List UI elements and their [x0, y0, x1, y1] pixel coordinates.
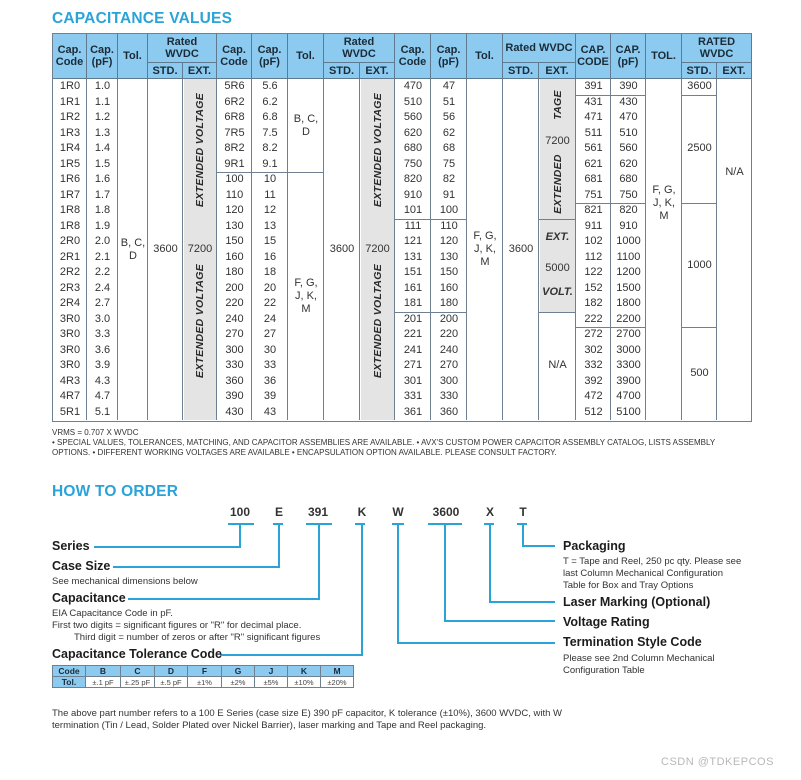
cap-value-cell: 1.1	[94, 95, 111, 108]
cap-code-cell: 300	[225, 343, 244, 356]
part-packaging-code: T	[519, 505, 527, 519]
cap-value-cell: 3.3	[94, 328, 111, 340]
ext-label: EXT.	[545, 230, 570, 243]
cap-code-cell: 1R8	[59, 219, 81, 232]
cap-code-cell: 6R2	[224, 95, 245, 108]
header-std: STD.	[148, 63, 183, 79]
cap-code-cell: 1R3	[59, 126, 81, 139]
cap-code-cell: 220	[225, 297, 244, 309]
header-rated-wvdc: Rated WVDC	[148, 34, 217, 63]
packaging-desc-1: T = Tape and Reel, 250 pc qty. Please see	[563, 556, 742, 567]
capacitance-desc-1: EIA Capacitance Code in pF.	[52, 608, 173, 619]
part-capacitance-code: 391	[307, 505, 329, 519]
cap-value-cell: 3.0	[94, 312, 111, 325]
termination-desc-1: Please see 2nd Column Mechanical	[563, 653, 715, 664]
cap-code-cell: 6R8	[224, 111, 245, 123]
part-series-code: 100	[229, 505, 251, 519]
cap-code-cell: 1R2	[59, 111, 81, 123]
cap-code-cell: 221	[403, 328, 423, 340]
header-cap-pf: Cap. (pF)	[252, 34, 288, 79]
part-termination-code: W	[392, 505, 404, 519]
cap-value-cell: 5.1	[94, 405, 111, 418]
cap-code-cell: 1R0	[59, 80, 81, 92]
header-rated-wvdc: Rated WVDC	[503, 34, 576, 63]
row-divider	[395, 312, 467, 313]
cap-code-cell: 430	[225, 405, 244, 418]
ext-voltage-cell: 7200	[365, 243, 390, 255]
header-ext: EXT.	[183, 63, 217, 79]
cap-code-cell: 4R7	[59, 390, 81, 402]
cap-value-cell: 360	[439, 405, 459, 418]
cap-code-cell: 1R8	[59, 204, 81, 216]
cap-value-cell: 120	[439, 235, 459, 247]
part-laser-code: X	[485, 505, 494, 519]
cap-code-cell: 112	[584, 250, 603, 263]
cap-value-cell: 36	[263, 374, 277, 387]
cap-value-cell: 750	[619, 188, 638, 201]
cap-code-cell: 122	[584, 266, 603, 278]
cap-code-cell: 161	[403, 281, 423, 294]
part-voltage-code: 3600	[432, 505, 460, 519]
row-divider	[576, 203, 646, 204]
capacitance-values-title: CAPACITANCE VALUES	[52, 10, 233, 27]
tolerance-code-cell: D	[155, 666, 188, 677]
cap-value-cell: 510	[619, 126, 638, 139]
tolerance-cell-bcd: B, C, D	[293, 112, 319, 138]
cap-value-cell: 16	[263, 250, 277, 263]
std-voltage-cell: 3600	[153, 243, 178, 255]
cap-value-cell: 1.7	[94, 188, 111, 201]
cap-value-cell: 2.7	[94, 297, 111, 309]
std-voltage-500: 500	[690, 367, 709, 379]
cap-value-cell: 4.3	[94, 374, 111, 387]
cap-value-cell: 27	[263, 328, 277, 340]
cap-code-cell: 1R4	[59, 142, 81, 154]
cap-value-cell: 56	[442, 111, 456, 123]
cap-value-cell: 2200	[616, 312, 641, 325]
cap-code-cell: 3R0	[59, 343, 81, 356]
cap-code-cell: 390	[225, 390, 244, 402]
cap-value-cell: 200	[439, 312, 459, 325]
ext-voltage-cell: 7200	[545, 134, 570, 147]
summary-line-1: The above part number refers to a 100 E Series (case size E) 390 pF capacitor, K tolerance (±10%), 3600 WVDC, with W	[52, 708, 562, 719]
cap-value-cell: 1.6	[94, 173, 111, 185]
cap-value-cell: 24	[263, 312, 277, 325]
cap-code-cell: 152	[584, 281, 603, 294]
cap-value-cell: 18	[263, 266, 277, 278]
cap-value-cell: 1.0	[94, 80, 111, 92]
note-options: OPTIONS. • DIFFERENT WORKING VOLTAGES ARE AVAILABLE • ENCAPSULATION OPTION AVAILABLE. PLEASE CONSULT FACTORY.	[52, 448, 557, 457]
header-rated-wvdc: Rated WVDC	[324, 34, 395, 63]
cap-value-cell: 51	[442, 95, 456, 108]
cap-code-cell: 2R3	[59, 281, 81, 294]
header-ext: EXT.	[717, 63, 752, 79]
capacitance-desc-3: Third digit = number of zeros or after "R" significant figures	[74, 632, 321, 643]
cap-code-cell: 560	[403, 111, 423, 123]
cap-value-cell: 6.8	[262, 111, 278, 123]
cap-value-cell: 15	[263, 235, 277, 247]
tolerance-code-cell: M	[321, 666, 354, 677]
cap-value-cell: 180	[439, 297, 459, 309]
cap-code-cell: 512	[584, 405, 603, 418]
cap-code-cell: 470	[403, 80, 423, 92]
cap-code-cell: 750	[403, 157, 423, 170]
tolerance-code-cell: F	[188, 666, 222, 677]
cap-value-cell: 68	[442, 142, 456, 154]
cap-code-cell: 131	[403, 250, 423, 263]
cap-value-cell: 1.4	[94, 142, 111, 154]
cap-code-cell: 151	[403, 266, 423, 278]
cap-value-cell: 39	[263, 390, 277, 402]
capacitance-table	[52, 33, 752, 422]
table-notes	[52, 428, 752, 458]
cap-value-cell: 20	[263, 281, 277, 294]
header-tol: TOL.	[646, 34, 682, 79]
cap-code-cell: 102	[584, 235, 603, 247]
tolerance-code-cell: B	[86, 666, 121, 677]
part-case-code: E	[274, 505, 283, 519]
cap-value-cell: 62	[442, 126, 456, 139]
cap-value-cell: 560	[619, 142, 638, 154]
tolerance-value-cell: ±.1 pF	[86, 677, 121, 688]
header-cap-pf: CAP. (pF)	[611, 34, 646, 79]
extended-voltage-label: EXTENDED VOLTAGE	[194, 93, 206, 208]
cap-value-cell: 3.9	[94, 359, 111, 371]
cap-value-cell: 430	[619, 95, 638, 108]
row-divider	[576, 95, 646, 96]
cap-value-cell: 470	[619, 111, 638, 123]
header-tol: Tol.	[118, 34, 148, 79]
cap-value-cell: 47	[442, 80, 456, 92]
cap-code-cell: 101	[403, 204, 423, 216]
cap-value-cell: 4700	[616, 390, 641, 402]
cap-value-cell: 1.9	[94, 219, 111, 232]
cap-value-cell: 11	[264, 188, 276, 201]
tolerance-code-header: Code	[53, 666, 86, 677]
cap-value-cell: 1.8	[94, 204, 111, 216]
cap-code-cell: 910	[403, 188, 423, 201]
std-voltage-cell: 3600	[329, 243, 355, 255]
series-label: Series	[52, 539, 90, 553]
cap-code-cell: 820	[403, 173, 423, 185]
cap-code-cell: 2R0	[59, 235, 81, 247]
cap-code-cell: 5R6	[224, 80, 245, 92]
cap-code-cell: 3R0	[59, 359, 81, 371]
packaging-desc-3: Table for Box and Tray Options	[563, 580, 694, 591]
cap-code-cell: 1R5	[59, 157, 81, 170]
tolerance-value-row	[53, 677, 354, 688]
summary-line-2: termination (Tin / Lead, Solder Plated over Nickel Barrier), laser marking and Tape and Reel packaging.	[52, 720, 487, 731]
std-voltage-3600: 3600	[687, 80, 712, 93]
cap-value-cell: 22	[263, 297, 277, 309]
cap-value-cell: 1.2	[94, 111, 111, 123]
cap-code-cell: 120	[225, 204, 244, 216]
header-cap-code: CAP. CODE	[576, 34, 611, 79]
cap-value-cell: 1500	[616, 281, 641, 294]
header-std: STD.	[503, 63, 539, 79]
cap-code-cell: 180	[225, 266, 244, 278]
ext-divider	[539, 219, 576, 220]
cap-value-cell: 2.4	[94, 281, 111, 294]
tolerance-value-cell: ±1%	[188, 677, 222, 688]
how-to-order-title: HOW TO ORDER	[52, 483, 179, 500]
cap-value-cell: 5100	[616, 405, 641, 418]
cap-code-cell: 301	[403, 374, 423, 387]
cap-code-cell: 821	[584, 204, 603, 216]
cap-code-cell: 181	[403, 297, 423, 309]
tolerance-value-cell: ±5%	[255, 677, 288, 688]
cap-code-cell: 121	[403, 235, 423, 247]
note-special-values: • SPECIAL VALUES, TOLERANCES, MATCHING, AND CAPACITOR ASSEMBLIES ARE AVAILABLE. • AVX'S CUSTOM POWER CAPACITOR ASSEMBLY CATALOG, LISTS ASSEMBLY	[52, 438, 716, 447]
cap-value-cell: 100	[439, 204, 459, 216]
cap-value-cell: 3000	[616, 343, 641, 356]
tolerance-value-header: Tol.	[53, 677, 86, 688]
cap-code-cell: 160	[225, 250, 244, 263]
cap-code-cell: 471	[584, 111, 603, 123]
cap-value-cell: 680	[619, 173, 638, 185]
tolerance-code-cell: G	[222, 666, 255, 677]
header-cap-pf: Cap. (pF)	[87, 34, 118, 79]
cap-code-cell: 201	[403, 312, 423, 325]
cap-code-cell: 392	[584, 374, 603, 387]
cap-code-cell: 200	[225, 281, 244, 294]
header-tol: Tol.	[467, 34, 503, 79]
cap-value-cell: 75	[442, 157, 456, 170]
std-voltage-cell: 3600	[508, 243, 534, 255]
watermark: CSDN @TDKEPCOS	[661, 756, 774, 768]
header-tol: Tol.	[288, 34, 324, 79]
cap-value-cell: 910	[619, 219, 638, 232]
cap-value-cell: 1.3	[94, 126, 111, 139]
cap-value-cell: 240	[439, 343, 459, 356]
cap-code-cell: 751	[584, 188, 603, 201]
cap-code-cell: 681	[584, 173, 603, 185]
laser-marking-label: Laser Marking (Optional)	[563, 595, 711, 609]
cap-value-cell: 43	[263, 405, 277, 418]
cap-value-cell: 9.1	[262, 157, 278, 170]
cap-value-cell: 3300	[616, 359, 641, 371]
cap-value-cell: 110	[440, 219, 458, 232]
cap-value-cell: 13	[263, 219, 277, 232]
tolerance-code-row	[53, 666, 354, 677]
cap-code-cell: 130	[225, 219, 244, 232]
ext-na-cell: N/A	[725, 165, 744, 178]
tolerance-cell-fgjkm: F, G, J, K, M	[294, 276, 318, 315]
cap-value-cell: 2.1	[94, 250, 111, 263]
header-rated-wvdc: RATED WVDC	[682, 34, 752, 63]
cap-code-cell: 431	[584, 95, 603, 108]
cap-code-cell: 331	[403, 390, 423, 402]
voltage-rating-label: Voltage Rating	[563, 615, 650, 629]
cap-code-cell: 360	[225, 374, 244, 387]
header-ext: EXT.	[360, 63, 395, 79]
ext-na-cell: N/A	[548, 359, 567, 372]
cap-value-cell: 150	[439, 266, 459, 278]
cap-code-cell: 100	[225, 173, 244, 185]
packaging-desc-2: last Column Mechanical Configuration	[563, 568, 723, 579]
extended-label-bottom: EXTENDED	[551, 154, 564, 215]
tolerance-code-cell: K	[288, 666, 321, 677]
cap-value-cell: 91	[442, 188, 456, 201]
std-voltage-1000: 1000	[687, 258, 712, 271]
cap-value-cell: 620	[619, 157, 638, 170]
tolerance-value-cell: ±20%	[321, 677, 354, 688]
cap-code-cell: 2R4	[59, 297, 81, 309]
extended-voltage-label: EXTENDED VOLTAGE	[194, 263, 206, 378]
tolerance-cell: B, C, D	[120, 236, 146, 262]
cap-code-cell: 911	[584, 219, 603, 232]
cap-code-cell: 1R6	[59, 173, 81, 185]
header-std: STD.	[324, 63, 360, 79]
cap-value-cell: 8.2	[262, 142, 278, 154]
cap-value-cell: 30	[263, 343, 277, 356]
cap-code-cell: 1R7	[59, 188, 81, 201]
note-vrms: VRMS = 0.707 X WVDC	[52, 428, 139, 437]
cap-code-cell: 270	[225, 328, 244, 340]
cap-code-cell: 222	[584, 312, 603, 325]
ext-voltage-5000: 5000	[545, 261, 570, 274]
cap-value-cell: 2.2	[94, 266, 111, 278]
tolerance-code-cell: J	[255, 666, 288, 677]
cap-code-cell: 240	[225, 312, 244, 325]
cap-value-cell: 220	[439, 328, 459, 340]
cap-code-cell: 111	[404, 219, 422, 232]
cap-code-cell: 330	[225, 359, 244, 371]
cap-code-cell: 472	[584, 390, 603, 402]
cap-code-cell: 302	[584, 343, 603, 356]
cap-code-cell: 391	[584, 80, 603, 92]
cap-value-cell: 1100	[616, 250, 641, 263]
termination-style-label: Termination Style Code	[563, 635, 702, 649]
cap-value-cell: 10	[263, 173, 277, 185]
cap-code-cell: 241	[403, 343, 423, 356]
tolerance-code-cell: C	[121, 666, 155, 677]
cap-code-cell: 332	[584, 359, 603, 371]
cap-value-cell: 33	[263, 359, 277, 371]
cap-code-cell: 110	[225, 188, 244, 201]
header-cap-code: Cap. Code	[217, 34, 252, 79]
header-ext: EXT.	[539, 63, 576, 79]
cap-value-cell: 330	[439, 390, 459, 402]
cap-code-cell: 182	[584, 297, 603, 309]
tolerance-code-label: Capacitance Tolerance Code	[52, 647, 222, 661]
cap-code-cell: 511	[584, 126, 603, 139]
cap-value-cell: 7.5	[262, 126, 278, 139]
cap-code-cell: 621	[584, 157, 603, 170]
cap-value-cell: 82	[442, 173, 456, 185]
header-std: STD.	[682, 63, 717, 79]
cap-value-cell: 3900	[616, 374, 641, 387]
cap-value-cell: 160	[439, 281, 459, 294]
tolerance-value-cell: ±2%	[222, 677, 255, 688]
header-cap-code: Cap. Code	[53, 34, 87, 79]
cap-value-cell: 390	[619, 80, 638, 92]
cap-value-cell: 1000	[616, 235, 641, 247]
cap-value-cell: 2.0	[94, 235, 111, 247]
cap-code-cell: 3R0	[59, 312, 81, 325]
row-divider	[576, 327, 646, 328]
cap-code-cell: 3R0	[59, 328, 81, 340]
tolerance-cell: F, G, J, K, M	[652, 183, 676, 222]
cap-code-cell: 561	[584, 142, 603, 154]
cap-code-cell: 680	[403, 142, 423, 154]
cap-value-cell: 3.6	[94, 343, 111, 356]
cap-value-cell: 300	[439, 374, 459, 387]
termination-desc-2: Configuration Table	[563, 665, 645, 676]
cap-value-cell: 1.5	[94, 157, 111, 170]
extended-voltage-label: EXTENDED VOLTAGE	[371, 93, 384, 208]
cap-code-cell: 2R1	[59, 250, 81, 263]
tolerance-value-cell: ±.25 pF	[121, 677, 155, 688]
tolerance-code-table	[52, 665, 354, 688]
cap-value-cell: 270	[439, 359, 459, 371]
tolerance-cell: F, G, J, K, M	[473, 230, 497, 268]
cap-code-cell: 271	[403, 359, 423, 371]
cap-code-cell: 272	[584, 328, 603, 340]
cap-value-cell: 1200	[616, 266, 641, 278]
cap-code-cell: 150	[225, 235, 244, 247]
cap-value-cell: 2700	[616, 328, 641, 340]
extended-label-top: TAGE	[551, 90, 564, 121]
cap-value-cell: 6.2	[262, 95, 278, 108]
cap-value-cell: 4.7	[94, 390, 111, 402]
cap-code-cell: 7R5	[224, 126, 245, 139]
part-tolerance-code: K	[357, 505, 367, 519]
tolerance-value-cell: ±10%	[288, 677, 321, 688]
cap-code-cell: 5R1	[59, 405, 81, 418]
case-size-label: Case Size	[52, 559, 111, 573]
cap-code-cell: 2R2	[59, 266, 81, 278]
header-cap-code: Cap. Code	[395, 34, 431, 79]
cap-code-cell: 620	[403, 126, 423, 139]
cap-code-cell: 1R1	[59, 95, 81, 108]
cap-code-cell: 361	[403, 405, 423, 418]
cap-code-cell: 8R2	[224, 142, 245, 154]
extended-voltage-label: EXTENDED VOLTAGE	[371, 263, 384, 378]
cap-value-cell: 130	[439, 250, 459, 263]
header-cap-pf: Cap. (pF)	[431, 34, 467, 79]
cap-value-cell: 1800	[616, 297, 641, 309]
packaging-label: Packaging	[563, 539, 626, 553]
cap-value-cell: 820	[619, 204, 638, 216]
row-divider	[395, 219, 467, 220]
tolerance-value-cell: ±.5 pF	[155, 677, 188, 688]
case-size-desc: See mechanical dimensions below	[52, 576, 198, 587]
part-number-summary	[52, 708, 612, 732]
cap-value-cell: 12	[263, 204, 277, 216]
cap-value-cell: 5.6	[262, 80, 278, 92]
volt-label: VOLT.	[542, 286, 573, 299]
capacitance-desc-2: First two digits = significant figures or "R" for decimal place.	[52, 620, 302, 631]
cap-code-cell: 4R3	[59, 374, 81, 387]
capacitance-label: Capacitance	[52, 591, 126, 605]
ext-voltage-cell: 7200	[187, 243, 213, 255]
cap-code-cell: 510	[403, 95, 423, 108]
std-voltage-2500: 2500	[687, 142, 712, 155]
cap-code-cell: 9R1	[224, 157, 245, 170]
